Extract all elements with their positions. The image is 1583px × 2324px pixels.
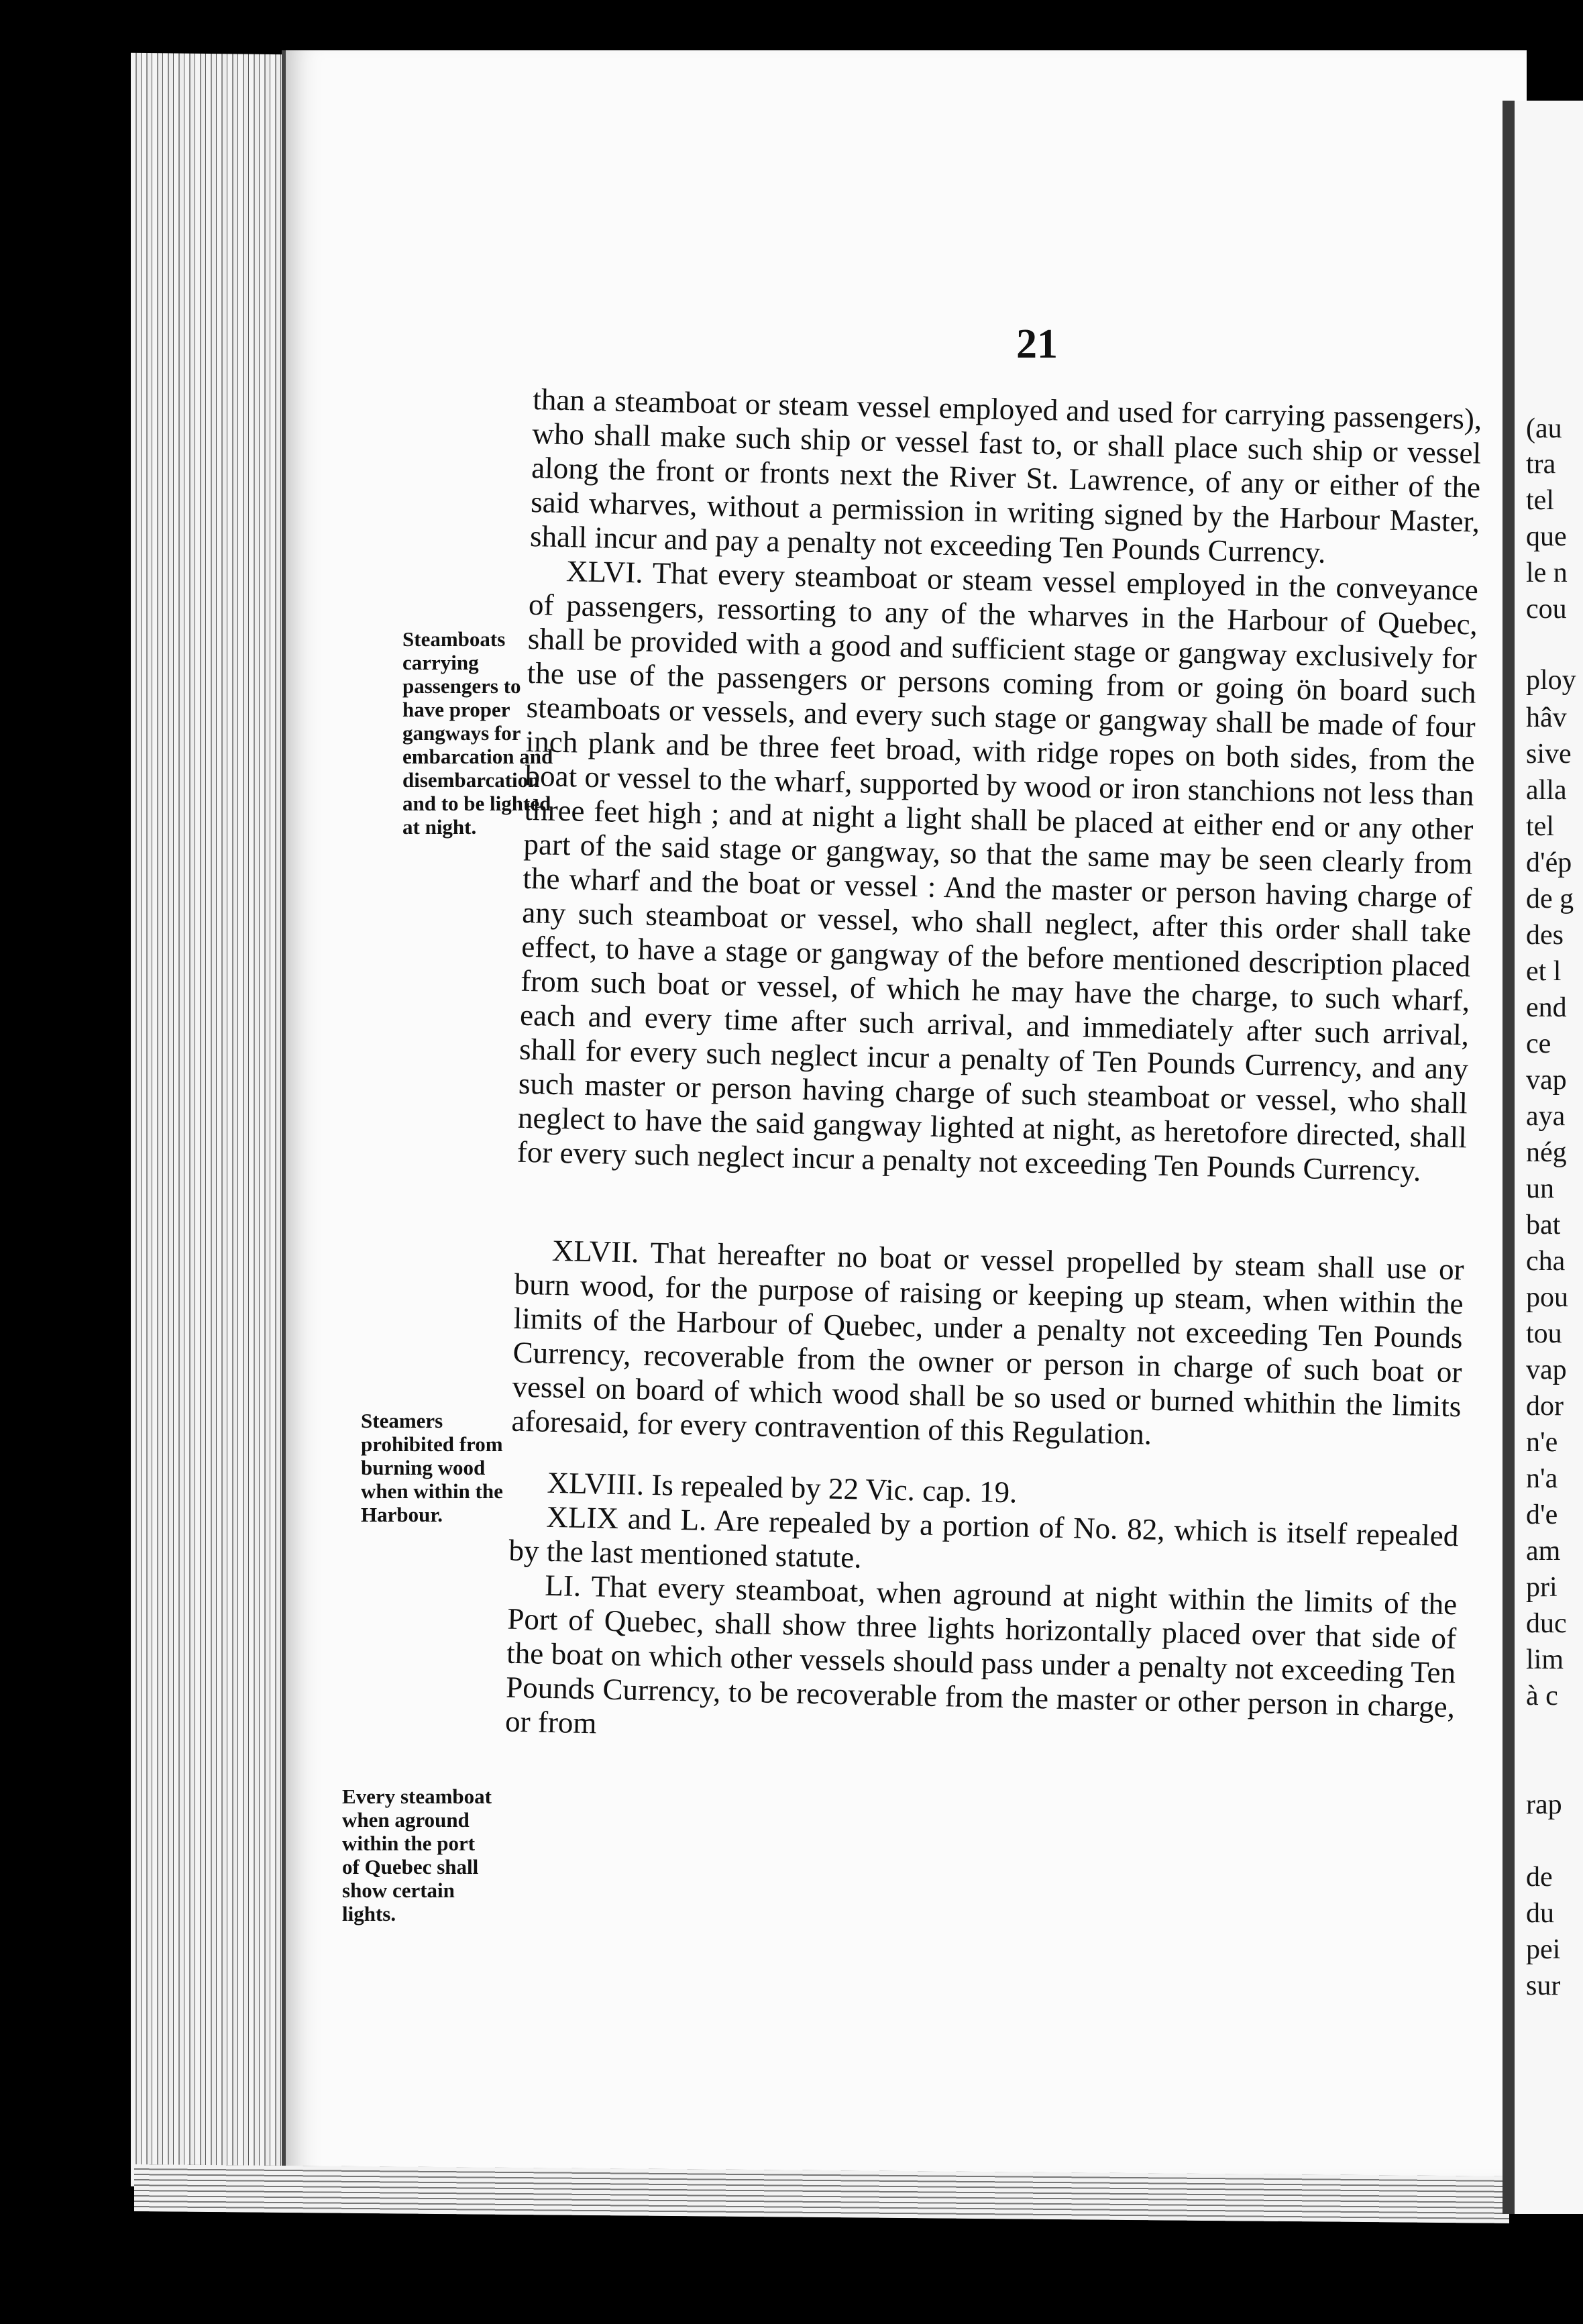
facing-page-fragment: (au	[1526, 413, 1562, 444]
facing-page-fragment: alla	[1526, 775, 1567, 806]
paragraph-xlvii: XLVII. That hereafter no boat or vessel propelled by steam shall use or burn wood, for the purpose of raising or keeping up steam, when within the limits of the Harbour of Quebec, under a penalty not exceeding Ten Pounds Currency, recoverable from the owner or person in charge of such boat or vessel on board of which wood shall be so used or burned whithin the limits aforesaid, for every contravention of this Regulation.	[511, 1233, 1465, 1451]
facing-page-fragment: de g	[1526, 884, 1574, 914]
facing-page-fragment: n'a	[1526, 1463, 1558, 1494]
paragraph-xlviii: XLVIII. Is repealed by 22 Vic. cap. 19.	[547, 1465, 1018, 1510]
facing-page-fragment: que	[1526, 521, 1567, 552]
facing-page-fragment: tel	[1526, 485, 1554, 516]
facing-page-fragment: nég	[1526, 1137, 1567, 1168]
body-text	[505, 382, 1482, 1758]
facing-page-fragment: du	[1526, 1898, 1554, 1929]
facing-page-fragment: pri	[1526, 1572, 1558, 1603]
facing-page-fragment: dor	[1526, 1391, 1564, 1422]
page-number: 21	[1016, 321, 1058, 367]
facing-page-fragment: des	[1526, 920, 1564, 951]
facing-page-fragment: pou	[1526, 1282, 1568, 1313]
facing-page-fragment: sive	[1526, 739, 1572, 770]
facing-page-fragment: hâv	[1526, 702, 1567, 733]
facing-page-fragment: ploy	[1526, 665, 1576, 696]
facing-page-fragment: le n	[1526, 558, 1568, 588]
facing-page-fragment: de	[1526, 1862, 1553, 1893]
paragraph-li: LI. That every steamboat, when aground at night within the limits of the Port of Quebec, shall show three lights horizontally placed over that side of the boat on which other vessels should pass under a penalty not exceeding Ten Pounds Currency, to be recoverable from the master or other person in charge, or from	[504, 1568, 1458, 1740]
paragraph-xlvi: XLVI. That every steamboat or steam vessel employed in the conveyance of passengers, ressorting to any of the wharves in the Harbour of Quebec, shall be provided with a good and sufficient stage or gangway exclusively for the use of the passengers or persons coming from or going ön board such steamboats or vessels, and every such stage or gangway shall be made of four inch plank and be three feet broad, with ridge ropes on both sides, from the boat or vessel to the wharf, supported by wood or iron stanchions not less than three feet high ; and at night a light shall be placed at either end or any other part of the said stage or gangway, so that the same may be seen clearly from the wharf and the boat or vessel : And the master or person having charge of any such steamboat or vessel, who shall neglect, after this order shall take effect, to have a stage or gangway of the before mentioned description placed from such boat or vessel, of which he may have the charge, to such wharf, each and every time after such arrival, and immediately after such arrival, shall for every such neglect incur a penalty of Ten Pounds Currency, and any such master or person having charge of such steamboat or vessel, who shall neglect to have the said gangway lighted at night, as heretofore directed, shall for every such neglect incur a penalty not exceeding Ten Pounds Currency.	[516, 554, 1479, 1187]
facing-page-fragment: un	[1526, 1173, 1554, 1204]
facing-page-fragment: lim	[1526, 1644, 1564, 1675]
facing-page-fragment: sur	[1526, 1970, 1561, 2001]
facing-page-fragment: tra	[1526, 449, 1556, 480]
facing-page-fragment: tel	[1526, 811, 1554, 842]
facing-page-fragment: am	[1526, 1536, 1561, 1567]
facing-page-fragment: bat	[1526, 1210, 1561, 1240]
margin-note-aground-lights: Every steamboat when aground within the port of Quebec shall show certain lights.	[342, 1785, 492, 1925]
page-edges-left	[131, 53, 285, 2188]
facing-page-fragment: ce	[1526, 1028, 1551, 1059]
facing-page-fragment: à c	[1526, 1681, 1558, 1711]
margin-note-gangways: Steamboats carrying passengers to have proper gangways for embarcation and disembarcation and to be lighted at night.	[402, 627, 553, 839]
margin-note-burning-wood: Steamers prohibited from burning wood when within the Harbour.	[361, 1409, 503, 1526]
facing-page-fragment: aya	[1526, 1101, 1566, 1132]
facing-page-fragment: vap	[1526, 1065, 1567, 1096]
facing-page-fragment: rap	[1526, 1789, 1562, 1820]
facing-page-fragment: tou	[1526, 1318, 1562, 1349]
facing-page-fragment: vap	[1526, 1355, 1567, 1385]
facing-page-fragment: duc	[1526, 1608, 1567, 1639]
facing-page-fragment: d'e	[1526, 1499, 1558, 1530]
facing-page-fragment: end	[1526, 992, 1567, 1023]
facing-page-fragment: n'e	[1526, 1427, 1558, 1458]
paragraph-continued: than a steamboat or steam vessel employed and used for carrying passengers), who shall make such ship or vessel fast to, or shall place such ship or vessel along the front or fronts next the River St. Lawrence, of any or either of the said wharves, without a permission in writing signed by the Harbour Master, shall incur and pay a penalty not exceeding Ten Pounds Currency.	[529, 382, 1482, 570]
paragraph-xlix-l: XLIX and L. Are repealed by a portion of No. 82, which is itself repealed by the last mentioned statute.	[508, 1499, 1459, 1575]
facing-page-fragment: et l	[1526, 956, 1562, 987]
facing-page-fragment: cou	[1526, 594, 1567, 625]
facing-page-fragment: pei	[1526, 1934, 1561, 1965]
facing-page-fragment: d'ép	[1526, 847, 1572, 878]
facing-page-fragment: cha	[1526, 1246, 1566, 1277]
